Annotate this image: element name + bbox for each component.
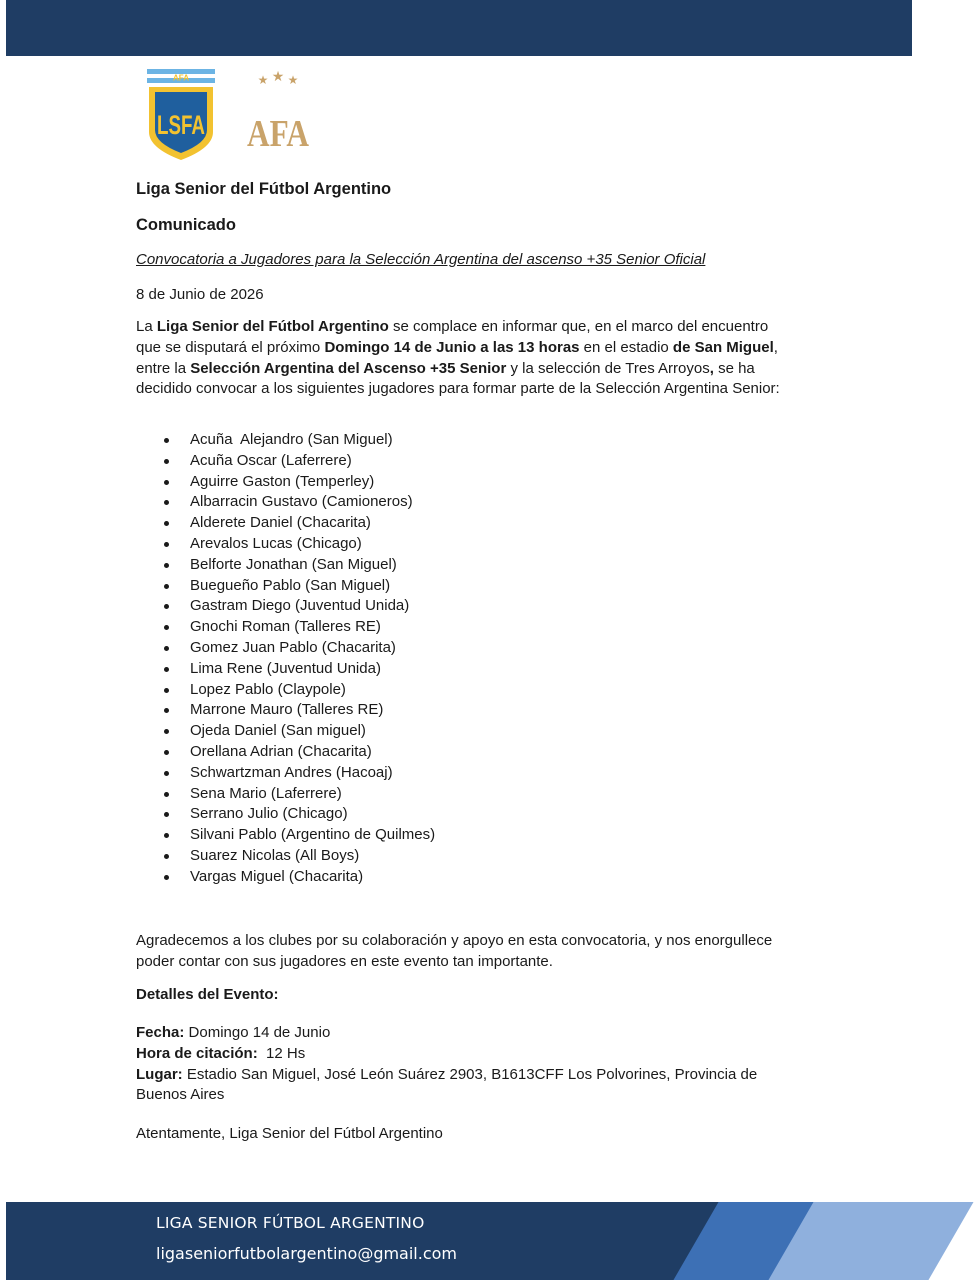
player-item: Marrone Mauro (Talleres RE) [136, 700, 435, 721]
detail-hora [136, 1044, 781, 1065]
event-details [136, 1023, 781, 1106]
intro-text: , entre la [136, 338, 778, 377]
lsfa-logo [146, 68, 216, 162]
detail-label: Hora de citación: [136, 1044, 258, 1062]
player-item: Gomez Juan Pablo (Chacarita) [136, 638, 435, 659]
player-item: Serrano Julio (Chicago) [136, 804, 435, 825]
intro-text: La [136, 318, 157, 335]
player-item: Vargas Miguel (Chacarita) [136, 867, 435, 888]
player-item: Alderete Daniel (Chacarita) [136, 513, 435, 534]
player-item: Lima Rene (Juventud Unida) [136, 659, 435, 680]
signoff: Atentamente, Liga Senior del Fútbol Argentino [136, 1125, 443, 1142]
player-item: Acuña Alejandro (San Miguel) [136, 430, 435, 451]
intro-bold: Liga Senior del Fútbol Argentino [156, 318, 389, 335]
player-item: Lopez Pablo (Claypole) [136, 680, 435, 701]
intro-bold: Domingo 14 de Junio a las 13 horas [324, 338, 580, 356]
lsfa-letters: LSFA [157, 110, 205, 140]
detail-value: Domingo 14 de Junio [184, 1024, 331, 1041]
intro-text: en el estadio [579, 338, 673, 356]
afa-letters: AFA [247, 113, 310, 155]
player-item: Albarracin Gustavo (Camioneros) [136, 492, 435, 513]
detail-label: Lugar: [136, 1065, 183, 1083]
player-item: Arevalos Lucas (Chicago) [136, 534, 435, 555]
afa-logo [244, 68, 312, 158]
players-list [136, 430, 435, 888]
detail-value: 12 Hs [257, 1044, 306, 1062]
player-item: Suarez Nicolas (All Boys) [136, 846, 435, 867]
intro-text: y la selección de Tres Arroyos [506, 359, 710, 377]
intro-text: se ha decidido convocar a los siguientes jugadores para formar parte de la Selección Argentina Senior: [136, 359, 780, 398]
thanks-paragraph: Agradecemos a los clubes por su colaboración y apoyo en esta convocatoria, y nos enorgullece poder contar con sus jugadores en este evento tan importante. [136, 932, 773, 970]
footer-email: ligaseniorfutbolargentino@gmail.com [156, 1244, 458, 1263]
detail-lugar [136, 1065, 781, 1107]
doc-subject: Convocatoria a Jugadores para la Selección Argentina del ascenso +35 Senior Oficial [136, 251, 706, 268]
detail-fecha [136, 1023, 781, 1044]
svg-text:★: ★ [257, 73, 269, 87]
intro-paragraph [136, 317, 781, 400]
player-item: Belforte Jonathan (San Miguel) [136, 555, 435, 576]
player-item: Schwartzman Andres (Hacoaj) [136, 763, 435, 784]
player-item: Aguirre Gaston (Temperley) [136, 472, 435, 493]
intro-bold: Selección Argentina del Ascenso +35 Senior [190, 359, 507, 377]
lsfa-top-text: AFA [173, 73, 189, 83]
svg-text:★: ★ [287, 73, 299, 87]
svg-text:★: ★ [271, 69, 285, 85]
detail-value: Estadio San Miguel, José León Suárez 2903, B1613CFF Los Polvorines, Provincia de Buenos Aires [136, 1065, 758, 1104]
player-item: Ojeda Daniel (San miguel) [136, 721, 435, 742]
intro-text: se complace en informar que, en el marco del encuentro que se disputará el próximo [136, 318, 769, 356]
intro-bold: de San Miguel [672, 338, 774, 356]
player-item: Gnochi Roman (Talleres RE) [136, 617, 435, 638]
doc-date: 8 de Junio de 2026 [136, 286, 264, 303]
header-bar [6, 0, 912, 56]
footer-bar [6, 1202, 912, 1280]
doc-heading: Comunicado [136, 216, 236, 234]
footer-org-name: LIGA SENIOR FÚTBOL ARGENTINO [156, 1214, 425, 1232]
org-title: Liga Senior del Fútbol Argentino [136, 180, 392, 198]
intro-bold: , [709, 359, 714, 377]
player-item: Sena Mario (Laferrere) [136, 784, 435, 805]
details-heading: Detalles del Evento: [136, 986, 279, 1003]
player-item: Orellana Adrian (Chacarita) [136, 742, 435, 763]
player-item: Gastram Diego (Juventud Unida) [136, 596, 435, 617]
player-item: Buegueño Pablo (San Miguel) [136, 576, 435, 597]
detail-label: Fecha: [136, 1024, 185, 1041]
player-item: Silvani Pablo (Argentino de Quilmes) [136, 825, 435, 846]
player-item: Acuña Oscar (Laferrere) [136, 451, 435, 472]
